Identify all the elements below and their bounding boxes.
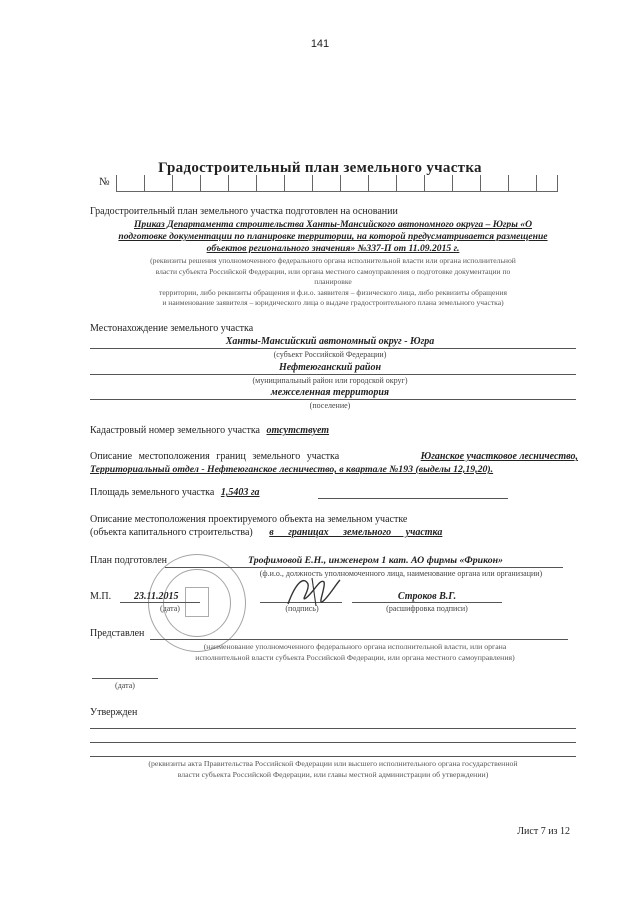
area-label: Площадь земельного участка [90, 487, 215, 498]
object-label-line1: Описание местоположения проектируемого объекта на земельном участке [90, 514, 408, 525]
location-subject-caption: (субъект Российской Федерации) [273, 350, 387, 359]
cadastral-label: Кадастровый номер земельного участка [90, 425, 260, 436]
basis-order [88, 219, 578, 255]
cadastral-value: отсутствует [266, 425, 330, 436]
cadastral-row [90, 425, 329, 436]
area-row [90, 487, 260, 498]
basis-order-line: подготовке документации по планировке территории, на которой предусматривается размещение [118, 231, 548, 242]
location-label: Местонахождение земельного участка [90, 323, 254, 334]
object-value: в границах земельного участка [269, 527, 443, 538]
basis-caption-line: (реквизиты решения уполномоченного федерального органа исполнительной власти или органа исполнительной [150, 256, 516, 265]
number-boxes [116, 175, 558, 192]
location-subject: Ханты-Мансийский автономный округ - Югра [225, 336, 435, 347]
borders-label: Описание местоположения границ земельного участка [90, 451, 340, 462]
area-value: 1,5403 га [220, 487, 260, 498]
borders-row [90, 451, 578, 462]
mp-label: М.П. [90, 591, 112, 602]
basis-caption-line: и наименование заявителя – юридического лица о выдаче градостроительного плана земельного участка) [162, 298, 504, 307]
signature-sign-caption: (подпись) [285, 604, 319, 613]
approved-caption-line: власти субъекта Российской Федерации, или главы местной администрации об утверждении) [177, 769, 489, 779]
basis-caption-line: планировке [314, 277, 352, 286]
basis-caption-line: власти субъекта Российской Федерации, или органа местного самоуправления о подготовке документации по [155, 266, 511, 276]
approved-label: Утвержден [90, 707, 138, 718]
organization-seal-icon [148, 554, 246, 652]
presented-caption [120, 642, 590, 663]
basis-label: Градостроительный план земельного участка подготовлен на основании [90, 206, 398, 217]
signature-date: 23.11.2015 [134, 591, 179, 602]
presented-date-caption: (дата) [115, 681, 135, 690]
prepared-caption: (ф.и.о., должность уполномоченного лица, наименование органа или организации) [259, 569, 543, 578]
borders-value-line2: Территориальный отдел - Нефтеюганское лесничество, в квартале №193 (выделы 12,19,20). [90, 464, 494, 475]
number-prefix: № [99, 176, 110, 188]
prepared-value: Трофимовой Е.Н., инженером 1 кат. АО фирмы «Фрикон» [248, 555, 503, 566]
location-settlement: межселенная территория [270, 387, 390, 398]
prepared-label: План подготовлен [90, 555, 167, 566]
basis-order-line: объектов регионального значения» №337-П от 11.09.2015 г. [206, 243, 460, 254]
basis-caption [88, 256, 578, 309]
signature-name-caption: (расшифровка подписи) [386, 604, 468, 613]
sheet-number: Лист 7 из 12 [517, 826, 570, 837]
location-settlement-caption: (поселение) [309, 401, 351, 410]
object-label-line2: (объекта капитального строительства) [90, 527, 253, 538]
approved-caption-line: (реквизиты акта Правительства Российской Федерации или высшего исполнительного органа государственной [148, 759, 518, 768]
approved-caption [96, 759, 570, 780]
document-title: Градостроительный план земельного участка [158, 160, 482, 176]
signature-mark-icon [282, 574, 346, 610]
signature-date-caption: (дата) [160, 604, 180, 613]
object-row [90, 527, 570, 538]
page-number: 141 [310, 38, 330, 50]
location-district-caption: (муниципальный район или городской округ) [252, 376, 408, 385]
basis-caption-line: территории, либо реквизиты обращения и ф.и.о. заявителя – физического лица, либо реквизиты обращения [159, 287, 507, 297]
signature-name: Строков В.Г. [397, 591, 457, 602]
basis-order-line: Приказ Департамента строительства Ханты-Мансийского автономного округа – Югры «О [133, 219, 533, 230]
presented-caption-line: исполнительной власти субъекта Российской Федерации, или органа местного самоуправления) [195, 652, 515, 662]
presented-label: Представлен [90, 628, 145, 639]
presented-caption-line: (наименование уполномоченного федерального органа исполнительной власти, или органа [203, 642, 507, 651]
location-district: Нефтеюганский район [279, 362, 381, 373]
borders-value-line1: Юганское участковое лесничество, [420, 451, 578, 462]
